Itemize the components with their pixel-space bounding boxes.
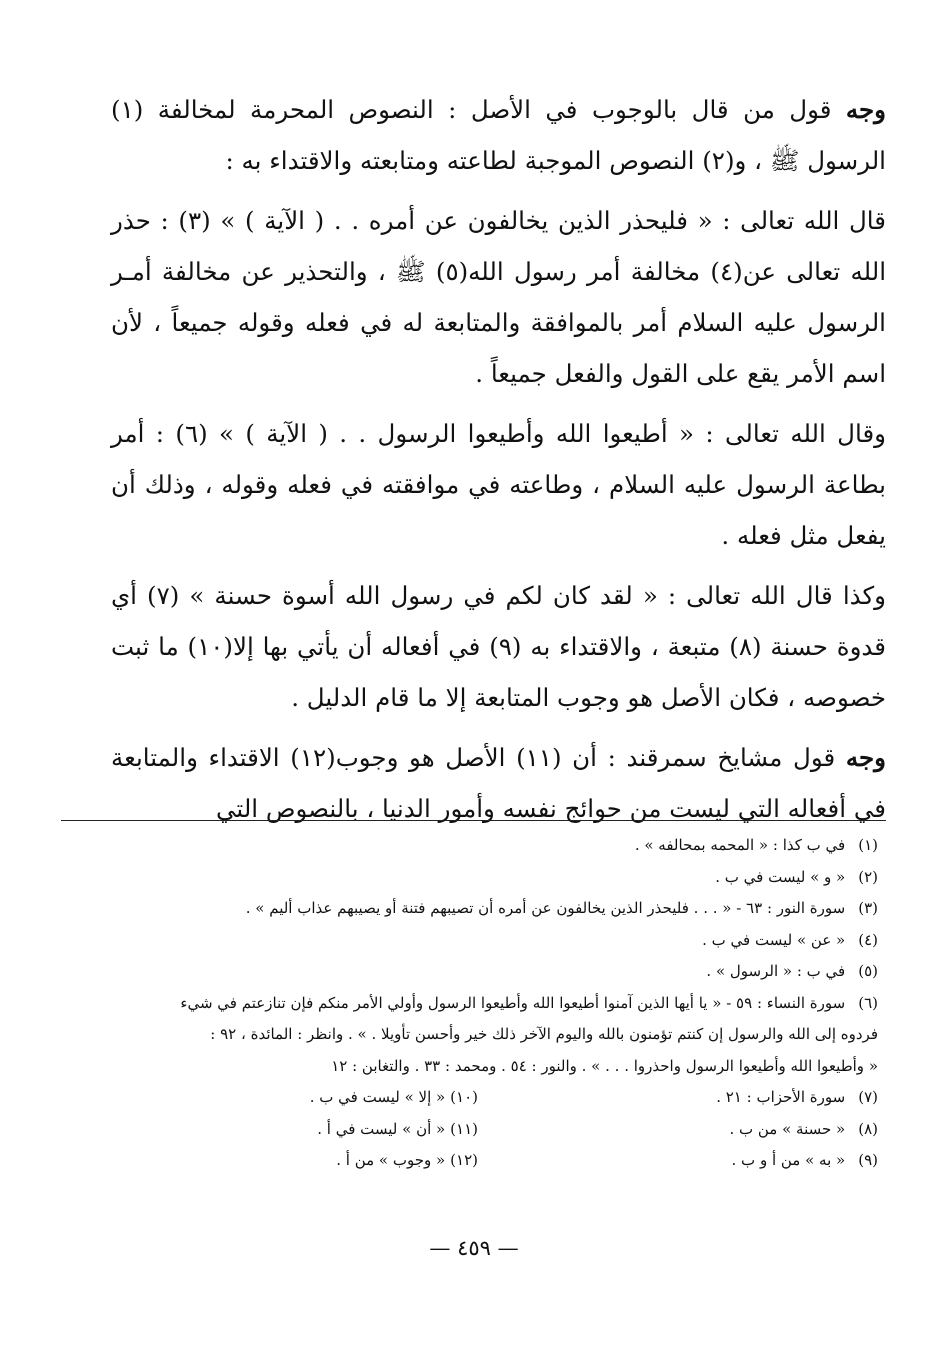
- footnote-number: (٨): [858, 1119, 878, 1138]
- paragraph-3: [111, 408, 886, 561]
- paragraph-1: [111, 84, 886, 186]
- paragraph-text: قول من قال بالوجوب في الأصل : النصوص المحرمة لمخالفة (١) الرسول ﷺ ، و(٢) النصوص الموجبة لطاعته ومتابعته والاقتداء به :: [111, 95, 886, 175]
- footnotes: [58, 830, 878, 1177]
- footnote-7: [478, 1082, 878, 1114]
- footnote-separator: [61, 820, 886, 821]
- paragraph-4: [111, 570, 886, 723]
- main-text: [111, 84, 886, 843]
- paragraph-text: وكذا قال الله تعالى : « لقد كان لكم في رسول الله أسوة حسنة » (٧) أي قدوة حسنة (٨) متبعة ، والاقتداء به (٩) في أفعاله أن يأتي بها إلا(١٠) ما ثبت خصوصه ، فكان الأصل هو وجوب المتابعة إلا ما قام الدليل .: [111, 581, 887, 712]
- footnote-text: « عن » ليست في ب .: [702, 930, 846, 949]
- footnote-8: [478, 1114, 878, 1146]
- footnote-number: (٩): [858, 1151, 878, 1169]
- footnote-number: (١٢): [450, 1151, 478, 1169]
- footnote-number: (٥): [858, 962, 878, 980]
- footnote-number: (٦): [858, 993, 878, 1012]
- footnote-10: [78, 1082, 478, 1114]
- footnote-column-left: [78, 1082, 478, 1177]
- footnote-text: « إلا » ليست في ب .: [309, 1088, 446, 1106]
- paragraph-2: [111, 195, 886, 399]
- footnote-2: [58, 862, 878, 894]
- paragraph-5: [111, 732, 886, 834]
- footnote-number: (٣): [858, 899, 878, 917]
- footnote-4: [58, 925, 878, 957]
- footnote-6-continuation: فردوه إلى الله والرسول إن كنتم تؤمنون بالله واليوم الآخر ذلك خير وأحسن تأويلا . » . وانظر : المائدة ، ٩٢ :: [210, 1025, 878, 1043]
- footnote-text: « وجوب » من أ .: [336, 1151, 446, 1169]
- footnote-text: سورة النور : ٦٣ - « . . . فليحذر الذين يخالفون عن أمره أن تصيبهم فتنة أو يصيبهم عذاب أليم » .: [245, 899, 846, 917]
- footnote-text: « به » من أ و ب .: [731, 1151, 846, 1169]
- footnote-text: سورة النساء : ٥٩ - « يا أيها الذين آمنوا أطيعوا الله وأطيعوا الرسول وأولي الأمر منكم فإن تنازعتم في شيء: [180, 993, 846, 1012]
- footnote-text: « و » ليست في ب .: [715, 867, 846, 886]
- footnote-number: (٢): [858, 867, 878, 886]
- footnote-number: (١٠): [450, 1088, 478, 1106]
- footnote-5: [58, 956, 878, 988]
- paragraph-lead: وجه: [845, 95, 886, 124]
- footnote-number: (١): [858, 836, 878, 854]
- footnote-1: [58, 830, 878, 862]
- footnote-number: (٧): [858, 1088, 878, 1106]
- footnote-number: (١١): [450, 1119, 478, 1138]
- paragraph-text: وقال الله تعالى : « أطيعوا الله وأطيعوا الرسول . . ( الآية ) » (٦) : أمر بطاعة الرسول عليه السلام ، وطاعته في موافقته في فعله وقوله ، وذلك أن يفعل مثل فعله .: [111, 419, 886, 550]
- footnote-text: سورة الأحزاب : ٢١ .: [716, 1088, 846, 1106]
- paragraph-text: قال الله تعالى : « فليحذر الذين يخالفون عن أمره . . ( الآية ) » (٣) : حذر الله تعالى عن(٤) مخالفة أمر رسول الله(٥) ﷺ ، والتحذير عن مخالفة أمـر الرسول عليه السلام أمر بالموافقة والمتابعة له في فعله وقوله جميعاً ، لأن اسم الأمر يقع على القول والفعل جميعاً .: [111, 206, 886, 388]
- footnote-6-continuation: « وأطيعوا الله وأطيعوا الرسول واحذروا . . . » . والنور : ٥٤ . ومحمد : ٣٣ . والتغابن : ١٢: [331, 1056, 878, 1075]
- footnote-9: [478, 1145, 878, 1177]
- paragraph-lead: وجه: [845, 743, 886, 772]
- footnote-text: في ب كذا : « المحمه بمحالفه » .: [634, 836, 846, 854]
- footnote-text: « حسنة » من ب .: [729, 1119, 846, 1138]
- paragraph-text: قول مشايخ سمرقند : أن (١١) الأصل هو وجوب(١٢) الاقتداء والمتابعة في أفعاله التي ليست من حوائج نفسه وأمور الدنيا ، بالنصوص التي: [111, 743, 886, 823]
- footnote-6: [58, 988, 878, 1020]
- footnote-text: في ب : « الرسول » .: [706, 962, 846, 980]
- footnote-text: « أن » ليست في أ .: [317, 1119, 446, 1138]
- footnote-12: [78, 1145, 478, 1177]
- footnote-number: (٤): [858, 930, 878, 949]
- footnote-column-right: [478, 1082, 878, 1177]
- footnote-columns: [58, 1082, 878, 1177]
- footnote-11: [78, 1114, 478, 1146]
- footnote-3: [58, 893, 878, 925]
- page-number: — ٤٥٩ —: [429, 1236, 519, 1260]
